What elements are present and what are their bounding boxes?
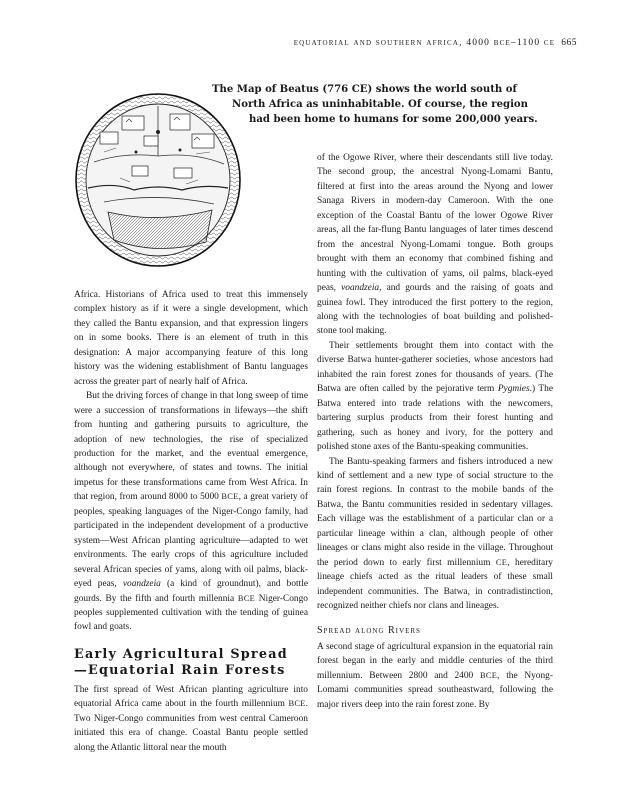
figure-caption	[212, 82, 572, 127]
left-column	[74, 288, 308, 755]
caption-line: The Map of Beatus (776 CE) shows the world south of	[212, 84, 517, 95]
paragraph: But the driving forces of change in that long sweep of time were a succession of transformations in lifeways—the shift from hunting and gathering pursuits to agriculture, the adoption of new technologies, the rise of specialized production for the market, and the eventual emergence, although not everywhere, of states and towns. The initial impetus for these transformations came from West Africa. In that region, from around 8000 to 5000 BCE, a great variety of peoples, speaking languages of the Niger-Congo family, had participated in the independent development of a productive system—West African planting agriculture—adapted to wet environments. The early crops of this agriculture included several African species of yams, along with oil palms, black-eyed peas, voandzeia (a kind of groundnut), and bottle gourds. By the fifth and fourth millennia BCE Niger-Congo peoples supplemented cultivation with the tending of guinea fowl and goats.	[74, 391, 308, 633]
section-heading: Early Agricultural Spread —Equatorial Rain Forests	[74, 646, 288, 678]
subsection-heading: Spread along Rivers	[317, 624, 421, 636]
paragraph: Their settlements brought them into contact with the diverse Batwa hunter-gatherer societies, whose ancestors had inhabited the rain forest zones for thousands of years. (The Batwa are often called by the pejorative term Pygmies.) The Batwa entered into trade relations with the newcomers, bartering surplus products from their forest hunting and gathering, such as honey and ivory, for the pottery and polished stone axes of the Bantu-speaking communities.	[317, 340, 554, 453]
page-number: 665	[561, 38, 577, 48]
paragraph: The Bantu-speaking farmers and fishers introduced a new kind of settlement and a new type of social structure to the rain forest regions. In contrast to the mobile bands of the Batwa, the Bantu communities resided in sedentary villages. Each village was the establishment of a particular clan or a particular lineage within a clan, although people of other lineages or clans might also reside in the village. Throughout the period down to early first millennium CE, hereditary lineage chiefs acted as the ritual leaders of these small independent communities. The Batwa, in contradistinction, recognized neither chiefs nor clans and lineages.	[317, 456, 553, 612]
caption-line: North Africa as uninhabitable. Of course, the region	[232, 99, 529, 110]
running-title: equatorial and southern africa, 4000 bce–1100 ce	[293, 38, 556, 48]
caption-line: had been home to humans for some 200,000 years.	[249, 114, 538, 125]
running-header	[294, 38, 577, 48]
paragraph: The first spread of West African planting agriculture into equatorial Africa came about in the fourth millennium BCE. Two Niger-Congo communities from west central Cameroon initiated this era of change. Coastal Bantu people settled along the Atlantic littoral near the mouth	[74, 684, 308, 753]
paragraph: of the Ogowe River, where their descendants still live today. The second group, the ancestral Nyong-Lomami Bantu, filtered at first into the areas around the Nyong and lower Sanaga Rivers in modern-day Cameroon. With the one exception of the Coastal Bantu of the lower Ogowe River areas, all the far-flung Bantu languages of later times descend from the ancestral Nyong-Lomami tongue. Both groups brought with them an economy that combined fishing and hunting with the cultivation of yams, oil palms, black-eyed peas, voandzeia, and gourds and the raising of goats and guinea fowl. They introduced the first pottery to the region, along with the technologies of boat building and polished-stone tool making.	[317, 153, 553, 337]
right-column	[317, 151, 553, 712]
paragraph: Africa. Historians of Africa used to treat this immensely complex history as if it were a single development, which they called the Bantu expansion, and that expression lingers on in some books. There is an element of truth in this designation: A major accompanying feature of this long history was the widening establishment of Bantu languages across the greater part of nearly half of Africa.	[74, 290, 308, 387]
paragraph: A second stage of agricultural expansion in the equatorial rain forest began in the early and middle centuries of the third millennium. Between 2800 and 2400 BCE, the Nyong-Lomami communities spread southeastward, following the major rivers deep into the rain forest zone. By	[317, 641, 553, 710]
